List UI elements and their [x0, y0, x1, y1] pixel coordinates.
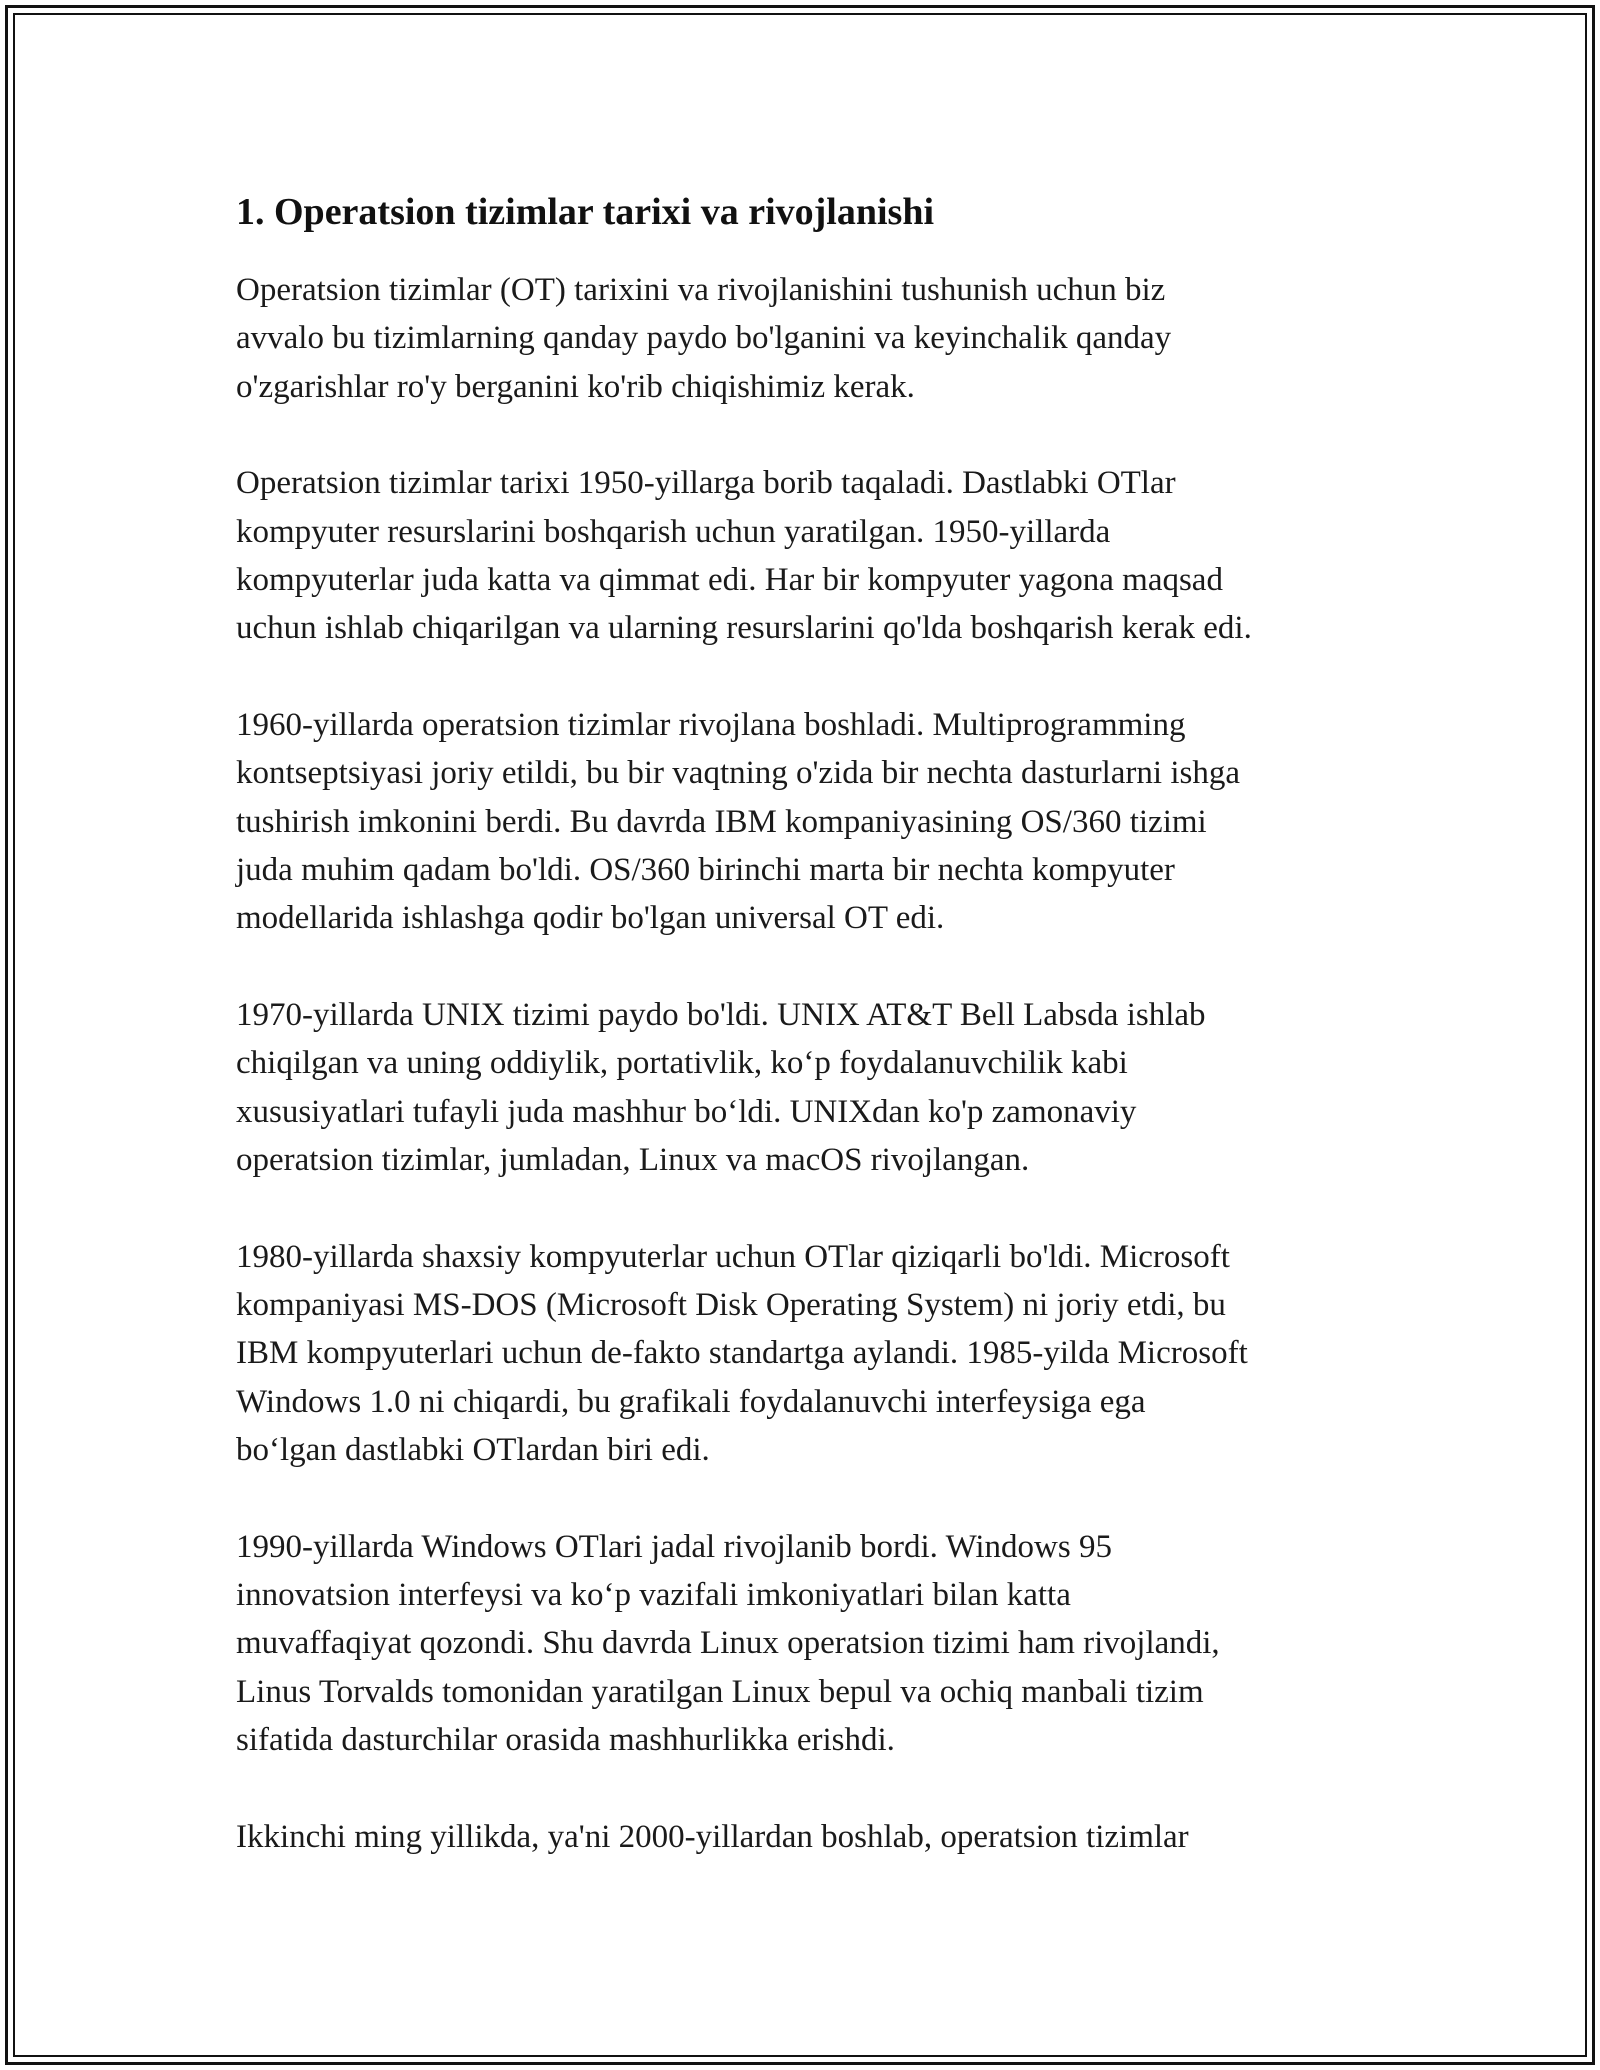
text-line: kompyuter resurslarini boshqarish uchun yaratilgan. 1950-yillarda — [236, 513, 1111, 550]
paragraph-1970s — [236, 991, 1386, 1185]
text-line: avvalo bu tizimlarning qanday paydo bo'lganini va keyinchalik qanday — [236, 320, 1172, 357]
text-line: juda muhim qadam bo'ldi. OS/360 birinchi marta bir nechta kompyuter — [236, 852, 1175, 889]
text-line: sifatida dasturchilar orasida mashhurlikka erishdi. — [236, 1722, 895, 1759]
text-line: 1980-yillarda shaxsiy kompyuterlar uchun OTlar qiziqarli bo'ldi. Microsoft — [236, 1238, 1230, 1275]
text-line: 1970-yillarda UNIX tizimi paydo bo'ldi. UNIX AT&T Bell Labsda ishlab — [236, 996, 1206, 1033]
paragraph-2000s — [236, 1813, 1386, 1861]
text-line: kontseptsiyasi joriy etildi, bu bir vaqtning o'zida bir nechta dasturlarni ishga — [236, 755, 1240, 792]
text-line: kompaniyasi MS-DOS (Microsoft Disk Operating System) ni joriy etdi, bu — [236, 1286, 1226, 1323]
text-line: Windows 1.0 ni chiqardi, bu grafikali foydalanuvchi interfeysiga ega — [236, 1383, 1146, 1420]
text-line: bo‘lgan dastlabki OTlardan biri edi. — [236, 1432, 710, 1469]
text-line: Operatsion tizimlar (OT) tarixini va rivojlanishini tushunish uchun biz — [236, 272, 1166, 308]
paragraph-1990s — [236, 1523, 1386, 1765]
text-line: xususiyatlari tufayli juda mashhur bo‘ldi. UNIXdan ko'p zamonaviy — [236, 1093, 1137, 1130]
text-line: Operatsion tizimlar tarixi 1950-yillarga borib taqaladi. Dastlabki OTlar — [236, 465, 1176, 502]
paragraph-1980s — [236, 1233, 1386, 1475]
document-body — [236, 186, 1386, 1909]
text-line: Ikkinchi ming yillikda, ya'ni 2000-yillardan boshlab, operatsion tizimlar — [236, 1818, 1189, 1855]
text-line: innovatsion interfeysi va ko‘p vazifali imkoniyatlari bilan katta — [236, 1576, 1071, 1613]
text-line: uchun ishlab chiqarilgan va ularning resurslarini qo'lda boshqarish kerak edi. — [236, 610, 1252, 647]
text-line: o'zgarishlar ro'y berganini ko'rib chiqishimiz kerak. — [236, 368, 915, 405]
paragraph-intro — [236, 266, 1386, 411]
text-line: modellarida ishlashga qodir bo'lgan universal OT edi. — [236, 900, 945, 937]
text-line: muvaffaqiyat qozondi. Shu davrda Linux operatsion tizimi ham rivojlandi, — [236, 1625, 1220, 1662]
text-line: kompyuterlar juda katta va qimmat edi. Har bir kompyuter yagona maqsad — [236, 562, 1223, 599]
text-line: 1990-yillarda Windows OTlari jadal rivojlanib bordi. Windows 95 — [236, 1528, 1112, 1565]
text-line: 1960-yillarda operatsion tizimlar rivojlana boshladi. Multiprogramming — [236, 706, 1186, 743]
section-heading: 1. Operatsion tizimlar tarixi va rivojlanishi — [236, 191, 935, 233]
text-line: chiqilgan va uning oddiylik, portativlik, ko‘p foydalanuvchilik kabi — [236, 1045, 1128, 1082]
text-line: tushirish imkonini berdi. Bu davrda IBM kompaniyasining OS/360 tizimi — [236, 803, 1207, 840]
text-line: Linus Torvalds tomonidan yaratilgan Linux bepul va ochiq manbali tizim — [236, 1673, 1204, 1710]
paragraph-1960s — [236, 701, 1386, 943]
text-line: IBM kompyuterlari uchun de-fakto standartga aylandi. 1985-yilda Microsoft — [236, 1335, 1248, 1372]
paragraph-1950s — [236, 459, 1386, 653]
text-line: operatsion tizimlar, jumladan, Linux va macOS rivojlangan. — [236, 1142, 1030, 1179]
